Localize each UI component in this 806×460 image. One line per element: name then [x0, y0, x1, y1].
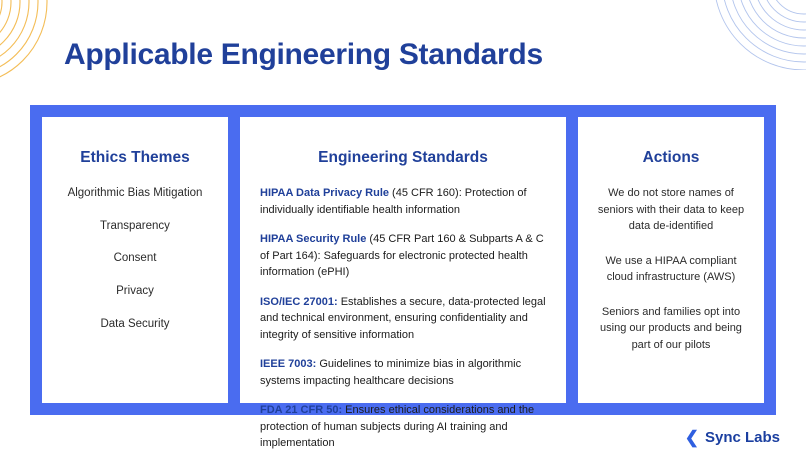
- page-title: Applicable Engineering Standards: [64, 38, 543, 71]
- decorative-arc-left: [0, 0, 74, 92]
- list-item: Privacy: [116, 285, 154, 298]
- list-item: Consent: [113, 252, 157, 265]
- actions-list: [592, 185, 750, 371]
- list-item: We use a HIPAA compliant cloud infrastructure (AWS): [605, 254, 737, 283]
- ethics-themes-card: [42, 117, 228, 403]
- footer-logo: [685, 429, 780, 446]
- standard-name: HIPAA Security Rule: [260, 233, 367, 245]
- list-item: Algorithmic Bias Mitigation: [67, 187, 203, 199]
- standard-detail: (45 CFR Part 160 & Subparts A & C of Part 164): Safeguards for electronic protected health information (ePHI): [260, 233, 544, 278]
- list-item: [260, 231, 548, 281]
- standard-detail: Establishes a secure, data-protected legal and technical environment, ensuring confidentiality and integrity of sensitive information: [260, 295, 546, 341]
- list-item: [260, 402, 548, 452]
- engineering-standards-heading: Engineering Standards: [318, 149, 488, 166]
- list-item: Seniors and families opt into using our products and being part of our pilots: [600, 305, 742, 351]
- chevron-left-icon: ❮: [684, 428, 699, 447]
- standard-detail: (45 CFR 160): Protection of individually identifiable health information: [260, 187, 527, 216]
- standard-name: HIPAA Data Privacy Rule: [260, 187, 389, 199]
- standard-name: ISO/IEC 27001:: [260, 295, 338, 308]
- engineering-standards-card: [240, 117, 566, 449]
- list-item: [260, 294, 548, 344]
- list-item: [260, 356, 548, 389]
- brand-name: Sync Labs: [704, 429, 780, 446]
- actions-card: [578, 117, 764, 403]
- standard-detail: Ensures ethical considerations and the protection of human subjects during AI training and implementation: [260, 404, 535, 449]
- list-item: Data Security: [100, 317, 170, 330]
- ethics-themes-heading: Ethics Themes: [80, 149, 190, 166]
- list-item: We do not store names of seniors with their data to keep data de-identified: [597, 187, 745, 232]
- actions-heading: Actions: [642, 149, 700, 166]
- list-item: [260, 185, 548, 218]
- standard-detail: Guidelines to minimize bias in algorithmic systems impacting healthcare decisions: [260, 358, 522, 387]
- standard-name: IEEE 7003:: [260, 358, 317, 370]
- decorative-arc-right: [686, 0, 806, 70]
- list-item: Transparency: [100, 219, 170, 232]
- ethics-themes-list: [56, 185, 214, 348]
- engineering-standards-list: [254, 185, 552, 460]
- standard-name: FDA 21 CFR 50:: [260, 404, 343, 416]
